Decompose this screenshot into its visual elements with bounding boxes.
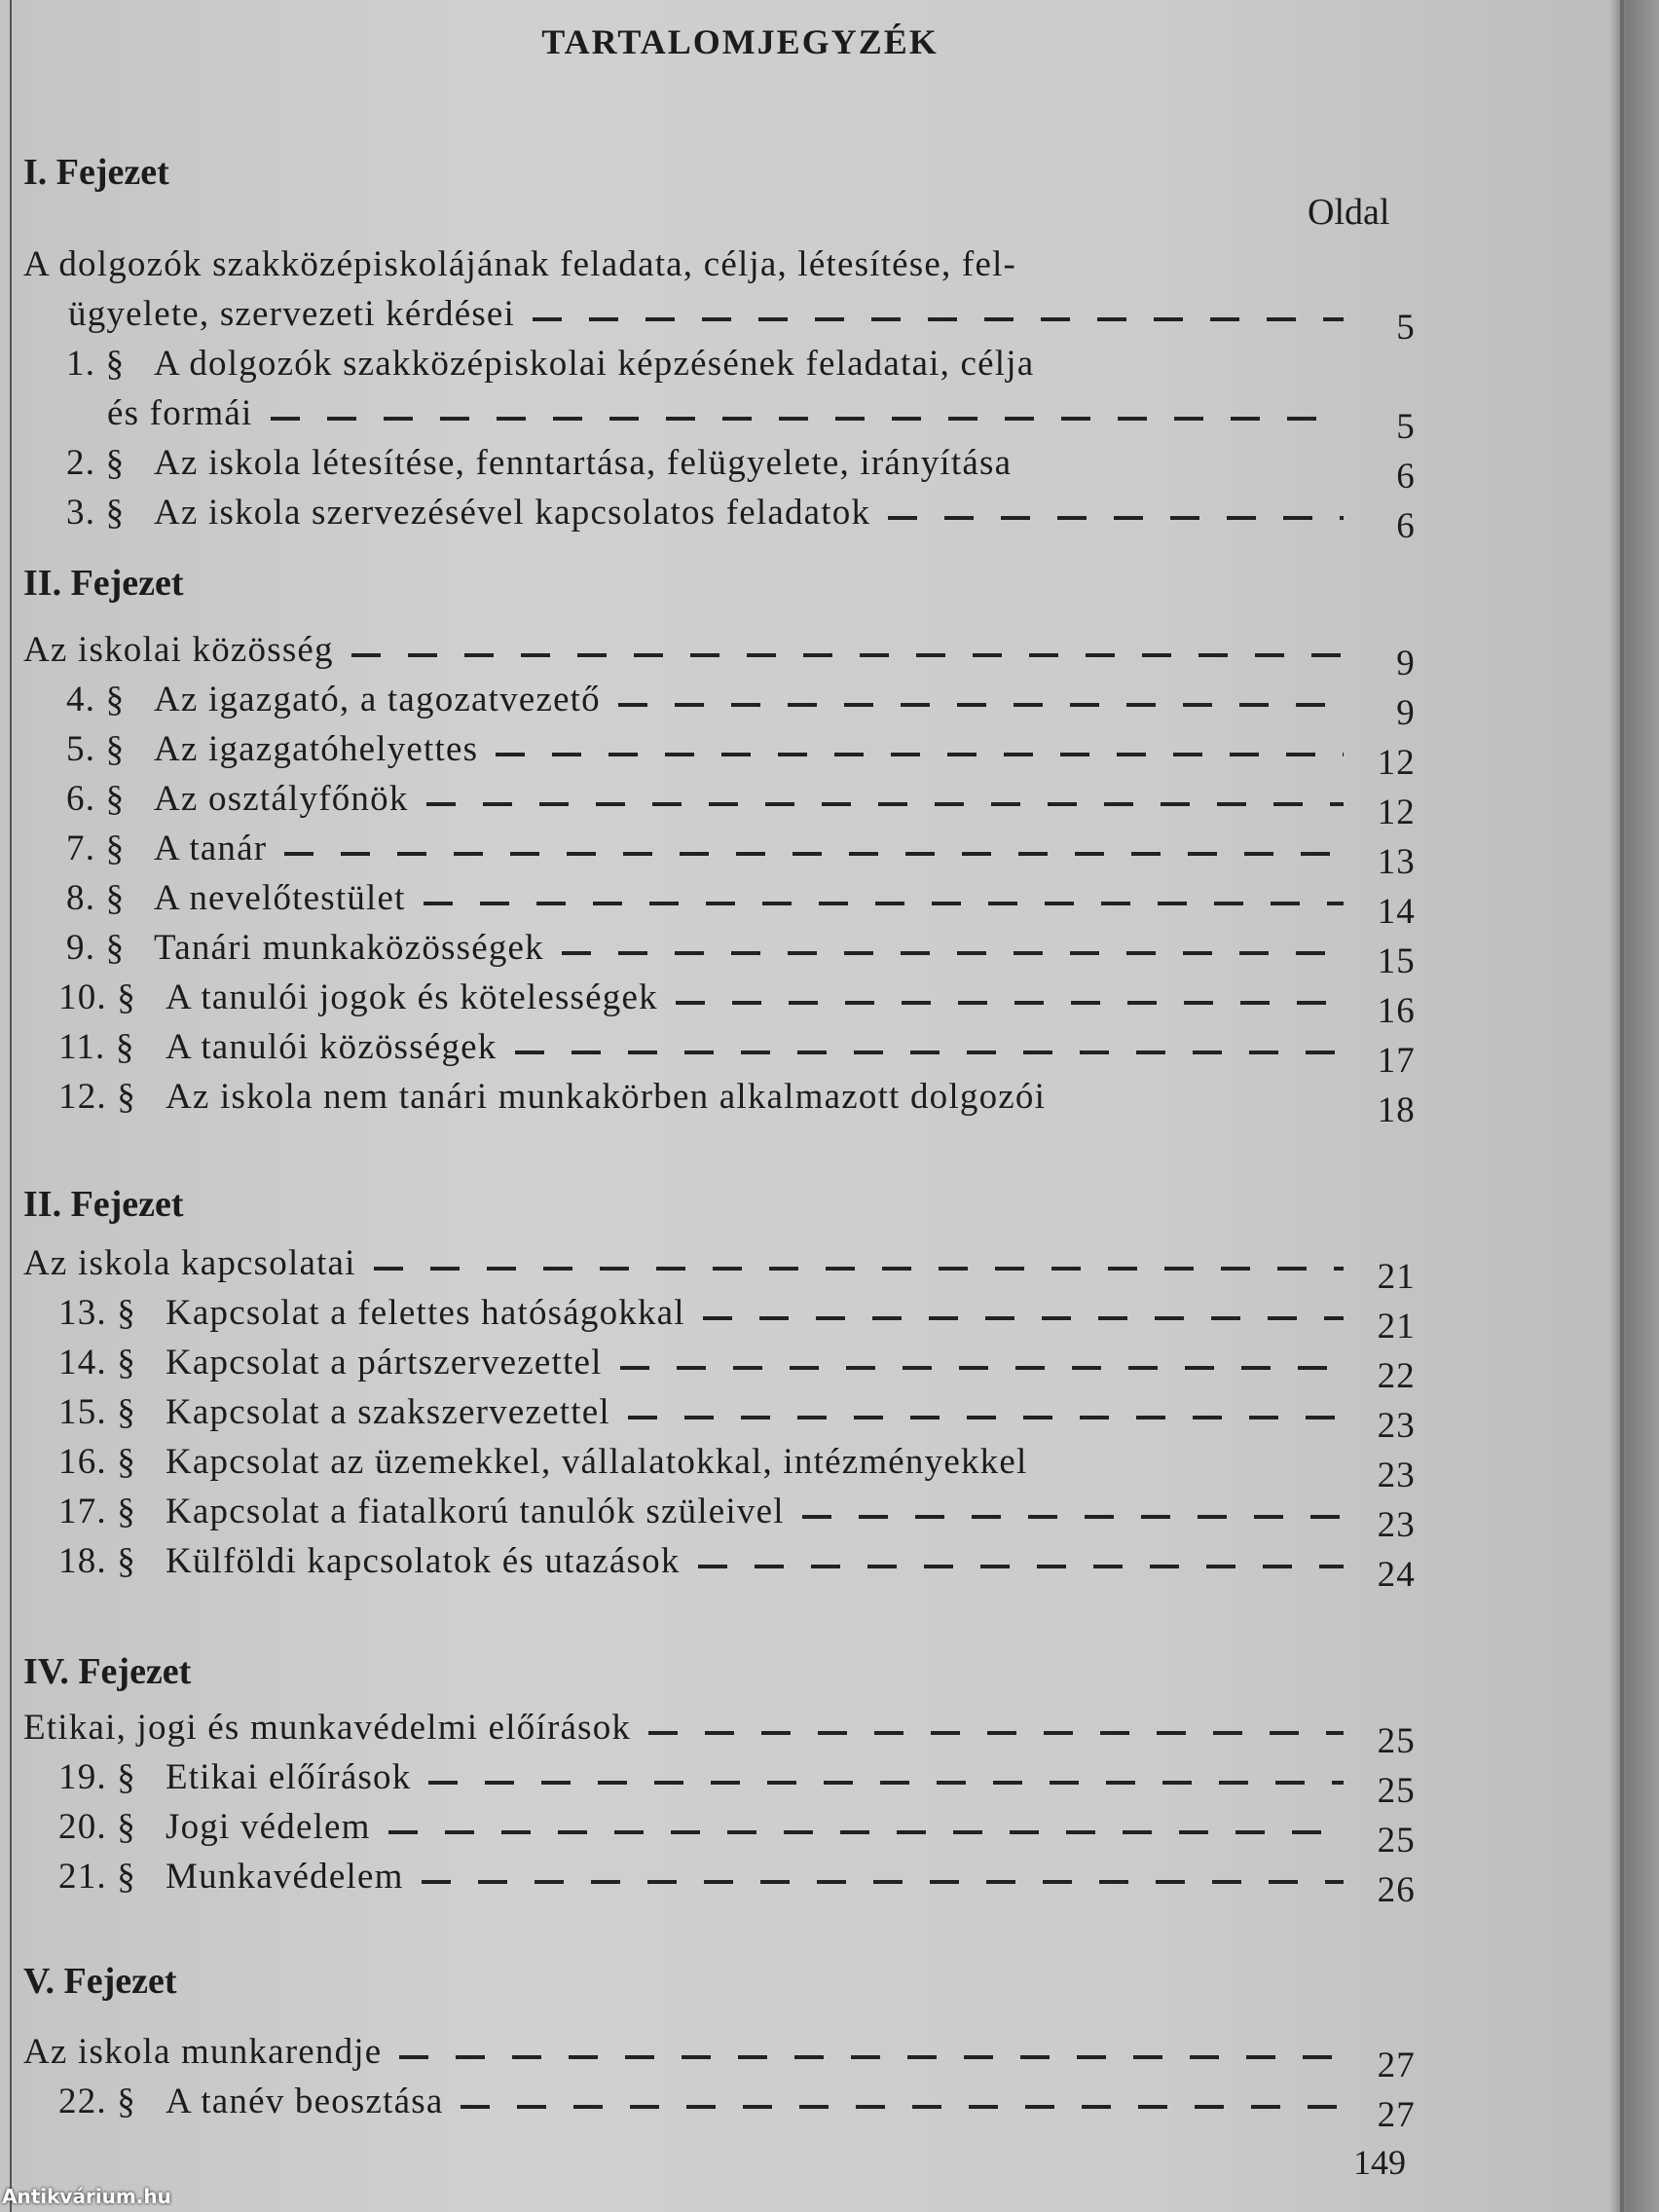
entry-title: Etikai, jogi és munkavédelmi előírások (23, 1708, 632, 1748)
entry-title: Munkavédelem (166, 1857, 404, 1897)
entry-title: Kapcsolat a szakszervezettel (166, 1392, 610, 1432)
entry-page-number: 5 (1396, 308, 1416, 348)
entry-number: 2. § (66, 443, 126, 483)
entry-number: 22. § (58, 2082, 136, 2121)
entry-page-number: 16 (1377, 991, 1416, 1031)
page-column-label: Oldal (1308, 192, 1390, 233)
entry-page-number: 22 (1377, 1356, 1416, 1396)
entry-number: 21. § (58, 1857, 136, 1897)
chapter-heading-1: I. Fejezet (23, 152, 169, 193)
toc-entry (23, 1284, 1416, 1346)
toc-entry (23, 484, 1416, 546)
toc-entry (23, 969, 1416, 1031)
dash-leader (620, 1366, 1344, 1370)
dash-leader (461, 2105, 1344, 2109)
toc-entry (23, 770, 1416, 832)
chapter-1-entries (23, 236, 1416, 546)
entry-title: Az iskola létesítése, fenntartása, felügyelete, irányítása (154, 443, 1013, 483)
entry-page-number: 25 (1377, 1771, 1416, 1811)
entry-page-number: 24 (1377, 1555, 1416, 1595)
entry-number: 4. § (66, 680, 126, 719)
entry-page-number: 12 (1377, 793, 1416, 832)
toc-entry (23, 385, 1416, 447)
toc-entry (23, 1483, 1416, 1545)
page-right-edge (1620, 0, 1624, 2212)
toc-entry (23, 1068, 1416, 1130)
entry-page-number: 17 (1377, 1041, 1416, 1081)
entry-page-number: 23 (1377, 1406, 1416, 1446)
toc-entry (23, 335, 1416, 385)
toc-entry (23, 236, 1416, 285)
toc-entry (23, 1433, 1416, 1495)
entry-number: 9. § (66, 928, 126, 968)
toc-entry (23, 919, 1416, 981)
entry-title: Jogi védelem (166, 1807, 371, 1847)
entry-number: 10. § (58, 977, 136, 1017)
page-left-edge (10, 0, 12, 2212)
entry-title: A tanév beosztása (166, 2082, 444, 2121)
entry-page-number: 27 (1377, 2046, 1416, 2085)
entry-page-number: 18 (1377, 1090, 1416, 1130)
toc-entry (23, 434, 1416, 497)
dash-leader (374, 1267, 1344, 1271)
toc-entry (23, 2023, 1416, 2085)
dash-leader (515, 1051, 1344, 1054)
dash-leader (703, 1316, 1344, 1320)
entry-number: 17. § (58, 1492, 136, 1531)
entry-title: A tanulói közösségek (166, 1027, 498, 1067)
entry-page-number: 14 (1377, 892, 1416, 932)
toc-entry (23, 285, 1416, 348)
entry-page-number: 9 (1396, 644, 1416, 683)
page-title: TARTALOMJEGYZÉK (541, 22, 939, 61)
dash-leader (399, 2055, 1344, 2059)
dash-leader (802, 1515, 1344, 1519)
toc-entry (23, 869, 1416, 932)
entry-page-number: 23 (1377, 1505, 1416, 1545)
entry-title: A nevelőtestület (154, 878, 406, 918)
entry-page-number: 9 (1396, 693, 1416, 733)
dash-leader (676, 1001, 1344, 1005)
entry-page-number: 26 (1377, 1870, 1416, 1910)
entry-number: 3. § (66, 493, 126, 533)
chapter-heading-2: II. Fejezet (23, 563, 184, 604)
entry-title: Az iskola nem tanári munkakörben alkalmazott dolgozói (166, 1077, 1047, 1117)
entry-page-number: 13 (1377, 842, 1416, 882)
toc-entry (23, 1532, 1416, 1595)
entry-number: 19. § (58, 1757, 136, 1797)
entry-page-number: 15 (1377, 941, 1416, 981)
entry-number: 16. § (58, 1442, 136, 1482)
toc-entry (23, 2073, 1416, 2135)
chapter-2-entries (23, 621, 1416, 1130)
toc-entry (23, 820, 1416, 882)
entry-title: Tanári munkaközösségek (154, 928, 544, 968)
entry-title: Etikai előírások (166, 1757, 412, 1797)
entry-title: Kapcsolat a pártszervezettel (166, 1343, 603, 1382)
toc-entry (23, 1383, 1416, 1446)
toc-entry (23, 1699, 1416, 1761)
entry-title: Kapcsolat a felettes hatóságokkal (166, 1293, 685, 1333)
entry-page-number: 23 (1377, 1456, 1416, 1495)
entry-number: 8. § (66, 878, 126, 918)
chapter-heading-3: II. Fejezet (23, 1184, 184, 1225)
dash-leader (271, 417, 1345, 421)
entry-number: 1. § (66, 344, 126, 384)
entry-number: 12. § (58, 1077, 136, 1117)
entry-page-number: 6 (1396, 506, 1416, 546)
entry-page-number: 27 (1377, 2095, 1416, 2135)
dash-leader (562, 951, 1344, 955)
entry-title: Az iskola munkarendje (23, 2032, 383, 2072)
entry-title: Az iskolai közösség (23, 630, 334, 670)
entry-page-number: 12 (1377, 743, 1416, 783)
entry-number: 7. § (66, 829, 126, 868)
entry-title: ügyelete, szervezeti kérdései (68, 294, 516, 334)
watermark: Antikvárium.hu (2, 2185, 171, 2208)
dash-leader (496, 753, 1344, 756)
toc-entry (23, 1749, 1416, 1811)
entry-title: és formái (107, 393, 253, 433)
entry-title: Az igazgató, a tagozatvezető (154, 680, 601, 719)
entry-page-number: 21 (1377, 1307, 1416, 1346)
toc-entry (23, 1798, 1416, 1861)
entry-number: 6. § (66, 779, 126, 819)
entry-page-number: 25 (1377, 1821, 1416, 1861)
entry-page-number: 6 (1396, 457, 1416, 497)
entry-title: A tanulói jogok és kötelességek (166, 977, 658, 1017)
dash-leader (618, 703, 1344, 707)
entry-title: Az igazgatóhelyettes (154, 729, 479, 769)
dash-leader (422, 1880, 1344, 1884)
toc-entry (23, 1018, 1416, 1081)
dash-leader (351, 653, 1344, 657)
entry-number: 15. § (58, 1392, 136, 1432)
dash-leader (426, 802, 1344, 806)
dash-leader (648, 1731, 1344, 1735)
dash-leader (388, 1830, 1344, 1834)
dash-leader (888, 516, 1344, 520)
toc-entry (23, 1848, 1416, 1910)
dash-leader (424, 902, 1344, 905)
toc-entry (23, 1334, 1416, 1396)
entry-title: Az osztályfőnök (154, 779, 409, 819)
chapter-heading-4: IV. Fejezet (23, 1651, 192, 1692)
dash-leader (628, 1416, 1344, 1419)
entry-title: A dolgozók szakközépiskolai képzésének feladatai, célja (154, 344, 1035, 384)
toc-entry (23, 621, 1416, 683)
chapter-heading-5: V. Fejezet (23, 1961, 177, 2002)
dash-leader (428, 1781, 1344, 1785)
toc-entry (23, 671, 1416, 733)
toc-entry (23, 1235, 1416, 1297)
entry-number: 20. § (58, 1807, 136, 1847)
dash-leader (284, 852, 1344, 856)
dash-leader (533, 317, 1344, 321)
chapter-4-entries (23, 1699, 1416, 1910)
entry-title: A tanár (154, 829, 268, 868)
entry-title: Kapcsolat a fiatalkorú tanulók szüleivel (166, 1492, 785, 1531)
chapter-3-entries (23, 1235, 1416, 1595)
entry-number: 14. § (58, 1343, 136, 1382)
toc-entry (23, 720, 1416, 783)
dash-leader (698, 1565, 1344, 1568)
entry-number: 18. § (58, 1541, 136, 1581)
entry-title: Kapcsolat az üzemekkel, vállalatokkal, intézményekkel (166, 1442, 1028, 1482)
entry-page-number: 25 (1377, 1721, 1416, 1761)
entry-title: Az iskola kapcsolatai (23, 1243, 356, 1283)
entry-number: 13. § (58, 1293, 136, 1333)
entry-title: Az iskola szervezésével kapcsolatos feladatok (154, 493, 871, 533)
entry-page-number: 21 (1377, 1257, 1416, 1297)
entry-number: 11. § (58, 1027, 135, 1067)
chapter-5-entries (23, 2023, 1416, 2135)
entry-title: Külföldi kapcsolatok és utazások (166, 1541, 681, 1581)
entry-page-number: 5 (1396, 407, 1416, 447)
entry-title: A dolgozók szakközépiskolájának feladata, célja, létesítése, fel- (23, 244, 1017, 284)
page-number: 149 (1353, 2143, 1406, 2182)
entry-number: 5. § (66, 729, 126, 769)
